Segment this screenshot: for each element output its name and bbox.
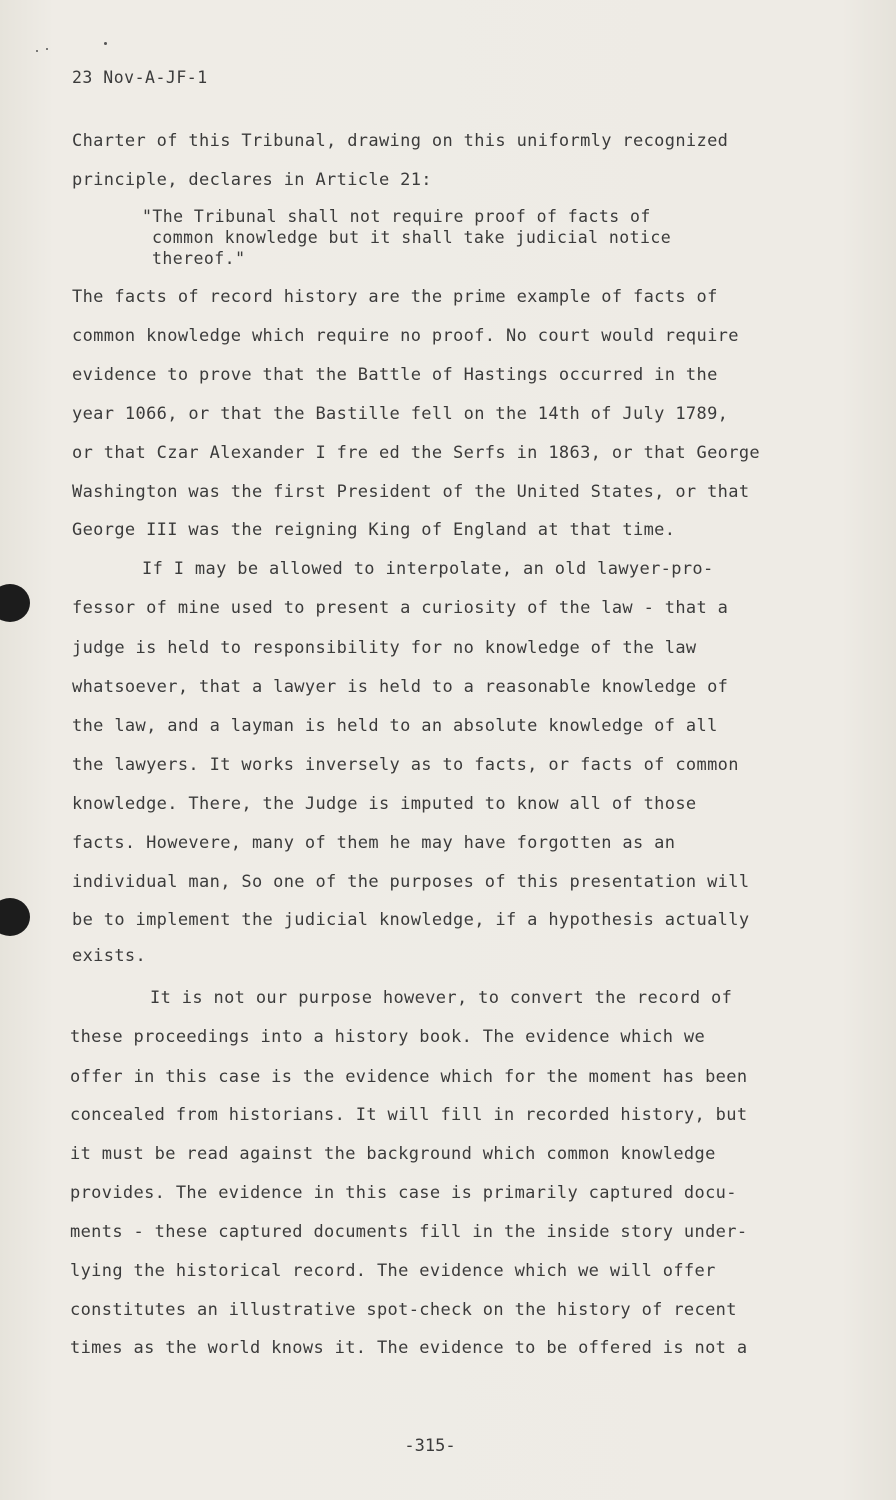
text-line: or that Czar Alexander I fre ed the Serfs in 1863, or that George	[72, 443, 761, 463]
text-line: George III was the reigning King of England at that time.	[72, 520, 676, 540]
punch-hole-top	[0, 584, 30, 622]
text-line: knowledge. There, the Judge is imputed to know all of those	[72, 794, 697, 814]
text-line: It is not our purpose however, to convert the record of	[150, 988, 733, 1008]
text-line: principle, declares in Article 21:	[72, 170, 432, 190]
text-line: If I may be allowed to interpolate, an old lawyer-pro-	[142, 559, 714, 579]
text-line: judge is held to responsibility for no knowledge of the law	[72, 638, 697, 658]
text-line: the lawyers. It works inversely as to facts, or facts of common	[72, 755, 739, 775]
text-line: exists.	[72, 946, 147, 966]
text-line: individual man, So one of the purposes of this presentation will	[72, 872, 750, 892]
text-line: common knowledge which require no proof. No court would require	[72, 326, 739, 346]
text-line: fessor of mine used to present a curiosity of the law - that a	[72, 598, 729, 618]
quote-line: "The Tribunal shall not require proof of facts of	[142, 207, 651, 226]
text-line: Washington was the first President of the United States, or that	[72, 482, 750, 502]
paper-speck	[36, 50, 38, 52]
text-line: lying the historical record. The evidence which we will offer	[70, 1261, 716, 1281]
text-line: concealed from historians. It will fill in recorded history, but	[70, 1105, 748, 1125]
text-line: evidence to prove that the Battle of Hastings occurred in the	[72, 365, 718, 385]
text-line: ments - these captured documents fill in the inside story under-	[70, 1222, 748, 1242]
punch-hole-bottom	[0, 898, 30, 936]
text-line: times as the world knows it. The evidence to be offered is not a	[70, 1338, 748, 1358]
text-line: The facts of record history are the prime example of facts of	[72, 287, 718, 307]
text-line: be to implement the judicial knowledge, if a hypothesis actually	[72, 910, 750, 930]
quote-line: thereof."	[152, 249, 246, 268]
paper-speck	[104, 42, 107, 45]
text-line: Charter of this Tribunal, drawing on this uniformly recognized	[72, 131, 729, 151]
text-line: the law, and a layman is held to an absolute knowledge of all	[72, 716, 718, 736]
text-line: whatsoever, that a lawyer is held to a reasonable knowledge of	[72, 677, 729, 697]
article-21-quotation	[142, 206, 671, 269]
text-line: offer in this case is the evidence which for the moment has been	[70, 1067, 748, 1087]
text-line: these proceedings into a history book. The evidence which we	[70, 1027, 706, 1047]
document-reference-header: 23 Nov-A-JF-1	[72, 68, 208, 87]
text-line: provides. The evidence in this case is primarily captured docu-	[70, 1183, 737, 1203]
text-line: year 1066, or that the Bastille fell on the 14th of July 1789,	[72, 404, 729, 424]
text-line: it must be read against the background which common knowledge	[70, 1144, 716, 1164]
quote-line: common knowledge but it shall take judicial notice	[152, 228, 672, 247]
text-line: facts. Howevere, many of them he may have forgotten as an	[72, 833, 676, 853]
page-number: -315-	[404, 1436, 456, 1456]
text-line: constitutes an illustrative spot-check on the history of recent	[70, 1300, 737, 1320]
paper-speck	[46, 48, 48, 50]
